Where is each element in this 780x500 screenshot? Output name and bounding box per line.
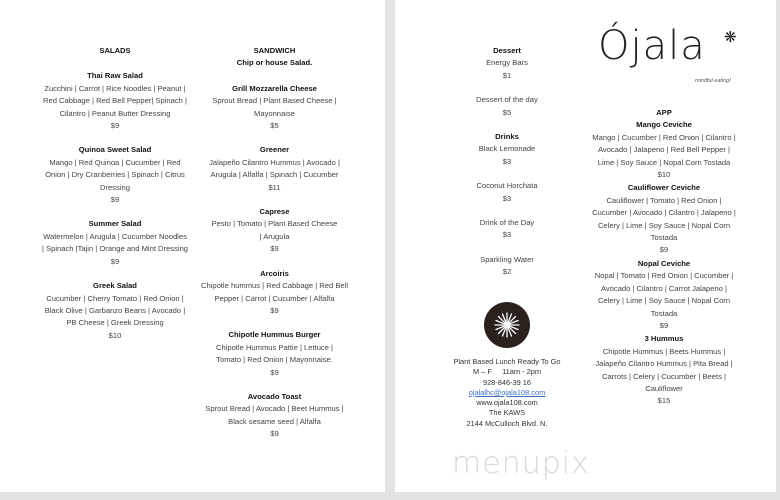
item-price: $9 [270, 429, 279, 439]
item-price: $15 [657, 396, 671, 406]
item-description: Red Cabbage | Red Bell Pepper| Spinach | [43, 96, 187, 106]
item-description: Tostada [650, 308, 678, 318]
item-description: Cauliflower [645, 383, 683, 393]
menu-item [583, 333, 745, 407]
item-description: Energy Bars [486, 58, 528, 68]
item-description: Jalapeño Cilantro Hummus | Pita Bread | [595, 359, 733, 369]
menu-item [192, 206, 357, 256]
item-description: Pepper | Carrot | Cucumber | Alfalfa [214, 293, 335, 303]
item-name: Mango Ceviche [636, 120, 692, 130]
item-price: $3 [502, 156, 512, 166]
menu-item [440, 143, 574, 168]
item-description: Avocado | Cilantro | Carrot Jalapeno | [600, 283, 728, 293]
item-name: Chipotle Hummus Burger [228, 330, 321, 340]
drinks-section [440, 131, 574, 279]
item-price: $9 [110, 195, 120, 205]
menu-item [192, 268, 357, 318]
venue: The KAWS [488, 408, 526, 418]
section-subtitle: Chip or house Salad. [236, 58, 313, 68]
address: 2144 McCulloch Blvd. N. [466, 418, 548, 428]
item-description: Lime | Soy Sauce | Nopal Corn Tostada [597, 157, 731, 167]
dessert-drinks-column [440, 45, 574, 279]
item-price: $1 [502, 70, 512, 80]
item-name: Greek Salad [93, 281, 137, 291]
brand-tagline: mindful eating! [695, 78, 731, 84]
item-description: Celery | Lime | Soy Sauce | Nopal Corn [597, 220, 731, 230]
item-price: $5 [270, 121, 279, 131]
item-price: $10 [108, 330, 122, 340]
menu-item [35, 70, 195, 132]
menu-item [192, 329, 357, 379]
dessert-section [440, 45, 574, 119]
menu-item [440, 180, 574, 205]
menu-item [192, 144, 357, 194]
brand-name: Ójala [598, 23, 706, 69]
item-description: Cilantro | Peanut Butter Dressing [59, 108, 171, 118]
section-title: SALADS [99, 46, 131, 55]
menu-item [440, 254, 574, 279]
menu-item [35, 144, 195, 206]
website: www.ojala108.com [476, 398, 538, 408]
menu-item [440, 217, 574, 242]
item-price: $2 [502, 267, 512, 277]
item-description: Chipotle Hummus Pattie | Lettuce | [215, 342, 334, 352]
item-price: $3 [502, 193, 512, 203]
item-description: | Spinach |Tajin | Orange and Mint Dressing [41, 244, 189, 254]
item-description: Pesto | Tomato | Plant Based Cheese [211, 219, 338, 229]
menu-item [583, 258, 745, 332]
sandwich-section [192, 45, 357, 441]
item-description: Cucumber | Avocado | Cilantro | Jalapeno | [592, 208, 736, 218]
item-name: Avocado Toast [247, 391, 302, 401]
section-title: SANDWICH [253, 46, 296, 55]
menu-item [583, 182, 745, 256]
section-title: Drinks [495, 132, 519, 142]
item-name: Quinoa Sweet Salad [78, 145, 152, 155]
item-description: | Arugula [259, 231, 290, 241]
item-price: $3 [502, 230, 512, 240]
snowflake-badge-icon [484, 302, 530, 348]
item-name: Greener [259, 145, 290, 155]
item-price: $9 [270, 244, 279, 254]
menu-item [583, 119, 745, 181]
item-description: Watermelon | Arugula | Cucumber Noodles [43, 231, 187, 241]
item-description: Dressing [100, 182, 130, 192]
item-name: Summer Salad [88, 219, 142, 229]
menu-item [440, 94, 574, 119]
item-description: Sprout Bread | Avocado | Beet Hummus | [205, 404, 344, 414]
item-description: Carrots | Celery | Cucumber | Beets | [602, 371, 726, 381]
item-description: PB Cheese | Greek Dressing [66, 318, 164, 328]
menu-item [35, 280, 195, 342]
item-description: Onion | Dry Cranberries | Spinach | Citrus [45, 170, 185, 180]
email-link[interactable]: ojalalhc@ojala108.com [468, 387, 546, 397]
item-name: Cauliflower Ceviche [627, 183, 701, 193]
item-description: Chipotle Hummus | Beets Hummus | [602, 346, 726, 356]
item-price: $5 [502, 107, 512, 117]
item-description: Drink of the Day [479, 218, 535, 228]
item-name: Grill Mozzarella Cheese [232, 83, 317, 93]
item-description: Mango | Red Quinoa | Cucumber | Red [49, 157, 181, 167]
item-price: $9 [659, 320, 669, 330]
item-description: Jalapeño Cilantro Hummus | Avocado | [209, 157, 340, 167]
item-name: Arcoiris [260, 268, 289, 278]
item-description: Avocado | Jalapeno | Red Bell Pepper | [597, 145, 730, 155]
item-description: Black Olive | Garbanzo Beans | Avocado | [44, 305, 186, 315]
business-hours: M – F 11am - 2pm [472, 367, 542, 377]
item-description: Mango | Cucumber | Red Onion | Cilantro | [592, 132, 736, 142]
item-description: Dessert of the day [476, 95, 538, 105]
contact-tagline: Plant Based Lunch Ready To Go [453, 357, 561, 366]
item-name: Caprese [259, 207, 290, 217]
item-name: Thai Raw Salad [87, 71, 143, 81]
item-price: $11 [268, 182, 281, 192]
item-description: Nopal | Tomato | Red Onion | Cucumber | [594, 271, 734, 281]
item-name: 3 Hummus [644, 334, 684, 344]
item-description: Tostada [650, 233, 678, 243]
item-description: Chipotle hummus | Red Cabbage | Red Bell [200, 281, 349, 291]
salads-section [35, 45, 195, 342]
item-price: $9 [270, 367, 279, 377]
item-price: $9 [270, 305, 279, 315]
item-name: Nopal Ceviche [637, 258, 691, 268]
item-price: $10 [657, 170, 671, 180]
item-price: $9 [110, 256, 120, 266]
menu-item [440, 57, 574, 82]
menu-item [35, 218, 195, 268]
item-description: Black Lemonade [478, 144, 536, 154]
item-description: Mayonnaise [254, 108, 295, 118]
menupix-watermark: menupix [452, 446, 590, 481]
contact-info [437, 357, 577, 429]
phone-number: 928-846-39 16 [482, 377, 532, 387]
item-description: Arugula | Alfalfa | Spinach | Cucumber [210, 170, 339, 180]
app-section [583, 107, 745, 408]
item-price: $9 [659, 245, 669, 255]
item-description: Tomato | Red Onion | Mayonnaise. [216, 355, 333, 365]
item-description: Sparkling Water [480, 254, 534, 264]
item-description: Zucchini | Carrot | Rice Noodles | Peanut | [44, 83, 186, 93]
section-title: Dessert [493, 46, 521, 55]
item-description: Cauliflower | Tomato | Red Onion | [606, 195, 722, 205]
item-description: Coconut Horchata [476, 181, 538, 191]
snowflake-icon: ❋ [724, 29, 737, 46]
menu-item [192, 391, 357, 441]
section-title: APP [656, 108, 672, 117]
ojala-logo [598, 18, 748, 88]
menu-item [192, 83, 357, 133]
item-description: Sprout Bread | Plant Based Cheese | [212, 96, 337, 106]
item-description: Celery | Lime | Soy Sauce | Nopal Corn [597, 296, 731, 306]
item-price: $9 [110, 121, 120, 131]
item-description: Black sesame seed | Alfalfa [228, 416, 321, 426]
item-description: Cucumber | Cherry Tomato | Red Onion | [46, 293, 184, 303]
